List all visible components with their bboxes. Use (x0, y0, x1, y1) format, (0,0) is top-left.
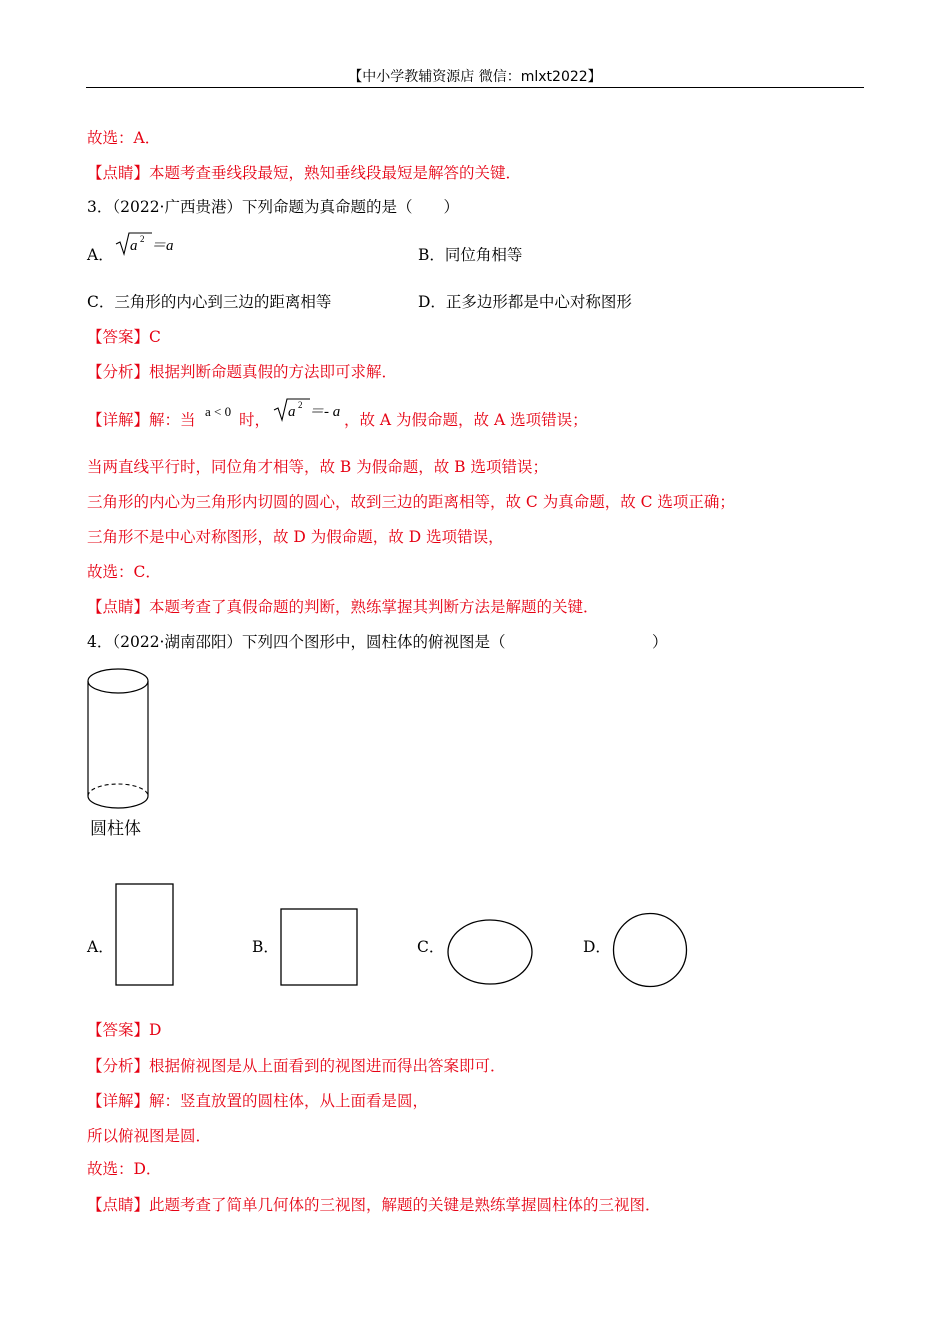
cylinder-figure (84, 666, 154, 812)
q4-analysis (87, 1056, 506, 1076)
q4-option-c: C． (417, 938, 445, 956)
answer-tag: 【答案】 (87, 328, 150, 346)
q4-choice: 故选：D． (87, 1160, 162, 1178)
tip-text: 此题考查了简单几何体的三视图，解题的关键是熟练掌握圆柱体的三视图． (149, 1196, 661, 1214)
sqrt-exponent: 2 (140, 234, 145, 244)
analysis-tag: 【分析】 (87, 1057, 150, 1075)
sqrt-base: a (288, 404, 296, 420)
tip-text: 本题考查了真假命题的判断，熟练掌握其判断方法是解题的关键． (149, 598, 599, 616)
tip-tag: 【点睛】 (87, 598, 150, 616)
q4-option-b: B． (252, 938, 279, 956)
square-shape (281, 909, 357, 985)
q2-choice: 故选：A． (87, 129, 161, 147)
option-b-square (279, 907, 361, 989)
q3-option-a-formula (114, 230, 184, 260)
q3-detail-1-end: ，故 A 为假命题，故 A 选项错误； (344, 411, 588, 429)
q4-tip (87, 1195, 661, 1215)
analysis-tag: 【分析】 (87, 363, 150, 381)
detail-text: 解：当 (149, 411, 196, 429)
q3-detail-2: 当两直线平行时，同位角才相等，故 B 为假命题，故 B 选项错误； (87, 458, 548, 476)
q2-tip (87, 163, 521, 183)
answer-value: C (149, 328, 161, 346)
detail-tag: 【详解】 (87, 1092, 150, 1110)
cylinder-bottom-back (88, 784, 148, 796)
analysis-text: 根据俯视图是从上面看到的视图进而得出答案即可． (149, 1057, 506, 1075)
answer-value: D (149, 1021, 162, 1039)
detail-text: 解：竖直放置的圆柱体，从上面看是圆， (149, 1092, 429, 1110)
page-header: 【中小学教辅资源店 微信：mlxt2022】 (348, 69, 602, 85)
option-c-ellipse (445, 917, 535, 987)
q3-option-a-label: A． (87, 246, 114, 264)
option-a-rectangle (114, 882, 176, 988)
tip-tag: 【点睛】 (87, 1196, 150, 1214)
sqrt-exponent: 2 (298, 400, 303, 410)
q4-answer (87, 1020, 161, 1040)
cylinder-bottom-front (88, 796, 148, 808)
q3-detail-4: 三角形不是中心对称图形，故 D 为假命题，故 D 选项错误， (87, 528, 504, 546)
analysis-text: 根据判断命题真假的方法即可求解． (149, 363, 398, 381)
sqrt-rhs: ＝a (151, 238, 174, 254)
q3-analysis (87, 362, 397, 382)
q4-detail-1 (87, 1091, 428, 1111)
q4-stem: 4．（2022·湖南邵阳）下列四个图形中，圆柱体的俯视图是（ (87, 633, 506, 651)
tip-text: 本题考查垂线段最短，熟知垂线段最短是解答的关键． (149, 164, 522, 182)
header-rule (86, 87, 864, 88)
q3-tip (87, 597, 599, 617)
tip-tag: 【点睛】 (87, 164, 150, 182)
q4-option-d: D． (583, 938, 611, 956)
q4-option-a: A． (87, 938, 114, 956)
ellipse-shape (448, 920, 532, 984)
cylinder-top-ellipse (88, 669, 148, 693)
q3-stem: 3．（2022·广西贵港）下列命题为真命题的是（ ） (87, 198, 459, 216)
circle-shape (614, 914, 687, 987)
sqrt-base: a (130, 238, 138, 254)
option-d-circle (610, 911, 690, 989)
cylinder-caption: 圆柱体 (90, 819, 141, 839)
condition-text: a < 0 (205, 404, 232, 419)
sqrt-rhs: ＝- a (309, 404, 341, 420)
q4-stem-close: ） (652, 633, 668, 651)
q3-choice: 故选：C． (87, 563, 161, 581)
q3-detail-1-start (87, 410, 196, 430)
q3-option-d: D．正多边形都是中心对称图形 (418, 293, 632, 311)
q3-detail-3: 三角形的内心为三角形内切圆的圆心，故到三边的距离相等，故 C 为真命题，故 C 选项正确； (87, 493, 735, 511)
q3-detail-formula (272, 396, 344, 426)
q3-answer (87, 327, 161, 347)
q3-option-c: C．三角形的内心到三边的距离相等 (87, 293, 332, 311)
answer-tag: 【答案】 (87, 1021, 150, 1039)
detail-tag: 【详解】 (87, 411, 150, 429)
q3-detail-condition (203, 400, 243, 422)
tall-rectangle-shape (116, 884, 173, 985)
q4-detail-2: 所以俯视图是圆． (87, 1127, 212, 1145)
q3-option-b: B．同位角相等 (418, 246, 523, 264)
q3-detail-1-when: 时， (239, 411, 271, 429)
